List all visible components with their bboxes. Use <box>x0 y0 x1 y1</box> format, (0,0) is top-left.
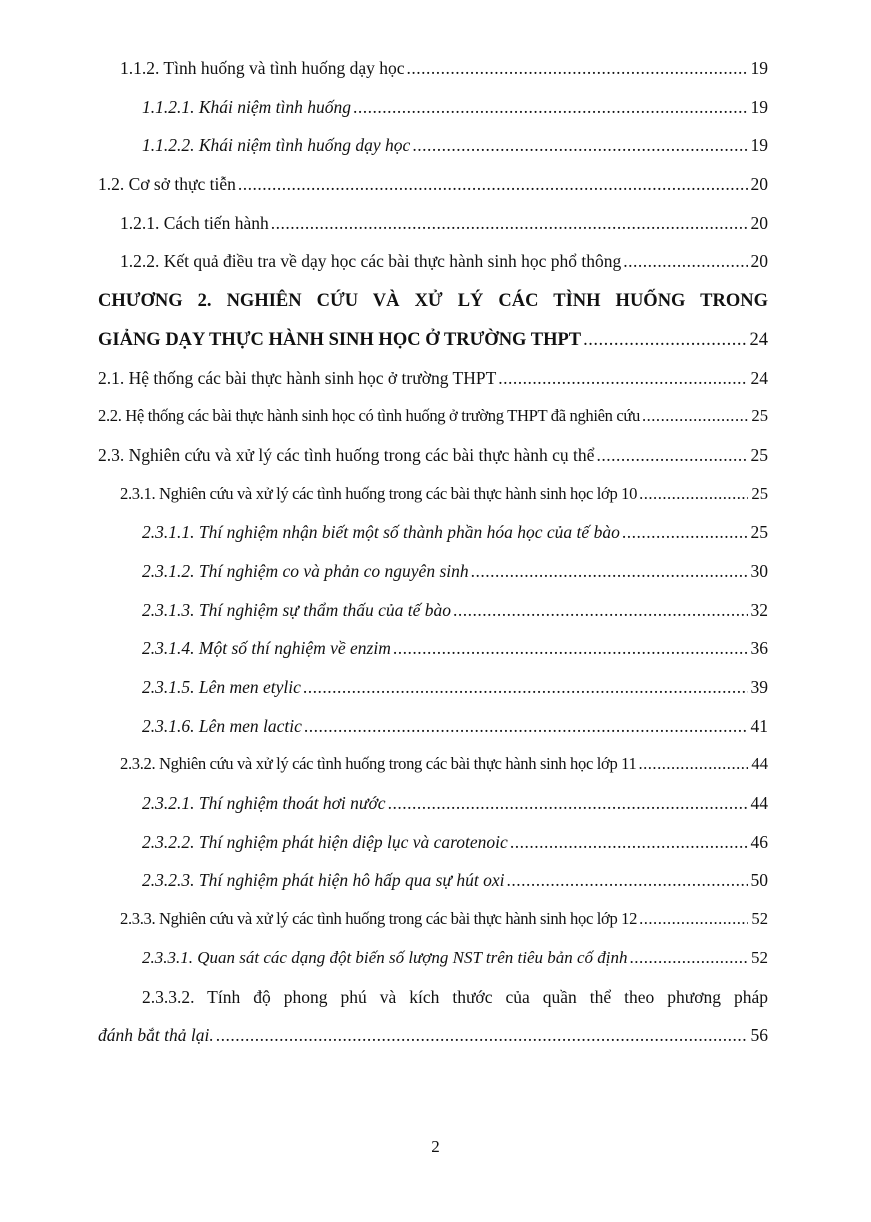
toc-entry[interactable] <box>98 832 768 871</box>
toc-entry-title: 2.3.2.2. Thí nghiệm phát hiện diệp lục và carotenoic <box>142 831 508 852</box>
toc-leader-dots <box>271 213 748 234</box>
toc-leader-dots <box>639 909 748 929</box>
toc-entry-page: 46 <box>750 831 768 852</box>
toc-leader-dots <box>638 754 748 774</box>
chapter-title-line-2: GIẢNG DẠY THỰC HÀNH SINH HỌC Ở TRƯỜNG THPT <box>98 329 582 350</box>
toc-entry[interactable] <box>98 909 768 948</box>
toc-entry[interactable] <box>98 677 768 716</box>
toc-entry-title: 2.1. Hệ thống các bài thực hành sinh học ở trường THPT <box>98 367 497 388</box>
toc-leader-dots <box>506 870 748 891</box>
chapter-title-line-2-row <box>98 329 768 368</box>
toc-entry-title: 2.2. Hệ thống các bài thực hành sinh học có tình huống ở trường THPT đã nghiên cứu <box>98 406 640 426</box>
toc-entry-title: 1.2. Cơ sở thực tiễn <box>98 174 236 195</box>
toc-entry-title: 2.3.2.1. Thí nghiệm thoát hơi nước <box>142 793 386 814</box>
toc-entry-title: 2.3.1.4. Một số thí nghiệm về enzim <box>142 638 391 659</box>
toc-leader-dots <box>238 174 748 195</box>
toc-entry-title: 2.3.3.2. Tính độ phong phú và kích thước của quần thể theo phương pháp <box>142 986 768 1007</box>
toc-entry-page: 30 <box>750 560 768 581</box>
toc-entry-page: 52 <box>751 947 768 967</box>
toc-entry-title: 1.1.2.1. Khái niệm tình huống <box>142 96 352 117</box>
toc-entry-page: 19 <box>750 96 768 117</box>
toc-entry-page: 32 <box>750 599 768 620</box>
toc-entry-page: 25 <box>750 522 768 543</box>
toc-entry-page: 19 <box>750 135 768 156</box>
toc-chapter-entry[interactable] <box>98 290 768 367</box>
toc-leader-dots <box>453 600 748 621</box>
toc-entry-title: 2.3.1.6. Lên men lactic <box>142 715 302 736</box>
toc-entry-title: 2.3.3.1. Quan sát các dạng đột biến số lượng NST trên tiêu bản cố định <box>142 947 628 967</box>
toc-entry-page: 39 <box>750 677 768 697</box>
toc-entry-page: 24 <box>749 329 768 350</box>
toc-leader-dots <box>622 522 748 543</box>
toc-entry-title: 2.3. Nghiên cứu và xử lý các tình huống trong các bài thực hành cụ thể <box>98 444 595 465</box>
page-number: 2 <box>431 1137 440 1156</box>
toc-entry[interactable] <box>98 754 768 793</box>
toc-entry-title: 2.3.2. Nghiên cứu và xử lý các tình huống trong các bài thực hành sinh học lớp 11 <box>120 754 637 774</box>
toc-entry-title: 1.1.2.2. Khái niệm tình huống dạy học <box>142 135 411 156</box>
toc-entry-page: 36 <box>750 638 768 659</box>
toc-entry-page: 20 <box>750 251 768 272</box>
toc-entry-title: 2.3.1. Nghiên cứu và xử lý các tình huống trong các bài thực hành sinh học lớp 10 <box>120 483 638 503</box>
toc-entry[interactable] <box>98 484 768 523</box>
toc-entry[interactable] <box>98 561 768 600</box>
toc-leader-dots <box>630 948 748 968</box>
toc-entry-page: 24 <box>750 367 768 388</box>
toc-entry[interactable] <box>98 251 768 290</box>
toc-leader-dots <box>216 1025 748 1046</box>
toc-entry[interactable] <box>98 600 768 639</box>
toc-entry[interactable] <box>98 174 768 213</box>
toc-entry[interactable] <box>98 445 768 484</box>
toc-entry-page: 41 <box>750 715 768 736</box>
toc-leader-dots <box>388 793 748 814</box>
toc-entry[interactable] <box>98 793 768 832</box>
toc-leader-dots <box>471 561 748 582</box>
toc-entry-page: 50 <box>750 870 768 891</box>
toc-entry[interactable] <box>98 368 768 407</box>
toc-entry-page: 20 <box>750 174 768 195</box>
toc-entry-title-line-1 <box>98 987 768 1026</box>
toc-entry[interactable] <box>98 97 768 136</box>
chapter-title-line-1: CHƯƠNG 2. NGHIÊN CỨU VÀ XỬ LÝ CÁC TÌNH HUỐNG TRONG <box>98 291 768 312</box>
toc-leader-dots <box>393 638 748 659</box>
toc-entry-page: 25 <box>751 406 768 426</box>
toc-entry[interactable] <box>98 870 768 909</box>
toc-entry[interactable] <box>98 716 768 755</box>
toc-entry[interactable] <box>98 58 768 97</box>
toc-leader-dots <box>498 368 748 389</box>
toc-entry-title: 1.2.1. Cách tiến hành <box>120 212 269 233</box>
toc-entry-page: 19 <box>750 58 768 78</box>
toc-entry-title-continuation: đánh bắt thả lại. <box>98 1025 214 1046</box>
toc-leader-dots <box>303 677 748 698</box>
toc-entry-title: 2.3.1.1. Thí nghiệm nhận biết một số thành phần hóa học của tế bào <box>142 522 620 543</box>
toc-leader-dots <box>623 251 748 272</box>
toc-entry-page: 56 <box>750 1025 768 1046</box>
table-of-contents <box>98 58 768 1064</box>
toc-leader-dots <box>596 445 748 466</box>
toc-leader-dots <box>407 58 748 79</box>
toc-entry-title: 2.3.1.5. Lên men etylic <box>142 677 301 697</box>
toc-entry-page: 44 <box>751 754 768 774</box>
toc-entry-title: 2.3.3. Nghiên cứu và xử lý các tình huống trong các bài thực hành sinh học lớp 12 <box>120 909 638 929</box>
toc-entry-title: 2.3.1.2. Thí nghiệm co và phản co nguyên sinh <box>142 560 469 581</box>
toc-leader-dots <box>353 97 748 118</box>
toc-entry[interactable] <box>98 135 768 174</box>
toc-leader-dots <box>510 832 748 853</box>
toc-entry-page: 44 <box>750 793 768 814</box>
toc-entry-title: 1.2.2. Kết quả điều tra về dạy học các bài thực hành sinh học phổ thông <box>120 251 622 272</box>
toc-entry[interactable] <box>98 522 768 561</box>
toc-leader-dots <box>642 406 748 426</box>
toc-entry-page: 25 <box>751 483 768 503</box>
toc-entry[interactable] <box>98 948 768 987</box>
toc-entry-page: 25 <box>750 444 768 465</box>
toc-leader-dots <box>304 716 748 737</box>
toc-entry-title-line-2-row <box>98 1025 768 1064</box>
toc-entry[interactable] <box>98 638 768 677</box>
toc-entry[interactable] <box>98 213 768 252</box>
toc-entry-title: 2.3.1.3. Thí nghiệm sự thẩm thấu của tế bào <box>142 599 451 620</box>
toc-entry-title: 2.3.2.3. Thí nghiệm phát hiện hô hấp qua sự hút oxi <box>142 870 505 891</box>
toc-leader-dots <box>639 484 748 504</box>
toc-entry-page: 20 <box>750 212 768 233</box>
toc-entry-wrapped[interactable] <box>98 987 768 1064</box>
toc-entry-title: 1.1.2. Tình huống và tình huống dạy học <box>120 58 405 78</box>
toc-entry[interactable] <box>98 406 768 445</box>
toc-entry-page: 52 <box>751 909 768 929</box>
toc-leader-dots <box>583 329 747 351</box>
toc-leader-dots <box>412 135 748 156</box>
